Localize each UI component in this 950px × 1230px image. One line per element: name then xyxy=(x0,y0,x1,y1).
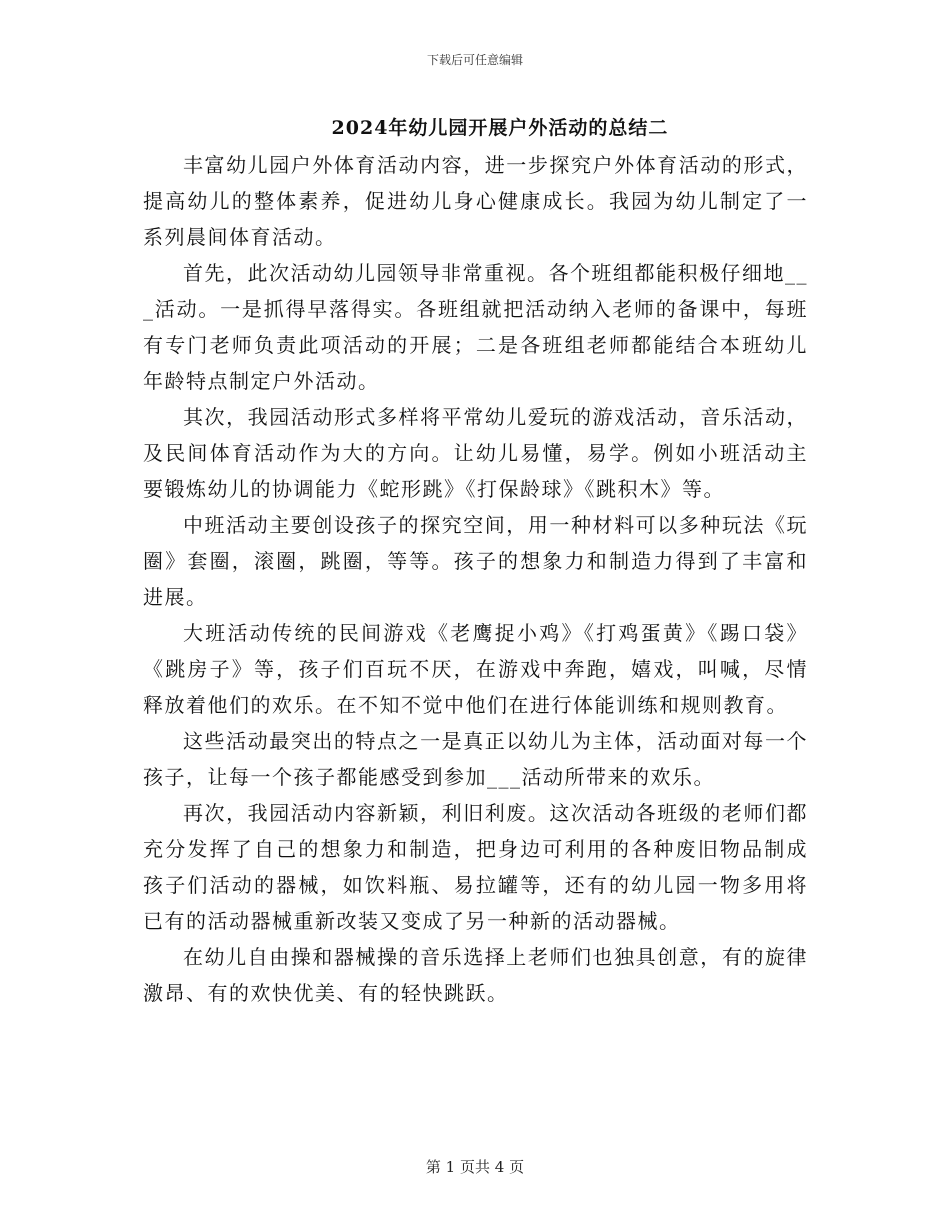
paragraph-2: 首先，此次活动幼儿园领导非常重视。各个班组都能积极仔细地___活动。一是抓得早落得实。各班组就把活动纳入老师的备课中，每班有专门老师负责此项活动的开展；二是各班组老师都能结合本班幼儿年龄特点制定户外活动。 xyxy=(143,261,808,393)
page-header: 下载后可任意编辑 xyxy=(426,53,523,67)
paragraph-7: 再次，我园活动内容新颖，利旧利废。这次活动各班级的老师们都充分发挥了自己的想象力和制造，把身边可利用的各种废旧物品制成孩子们活动的器械，如饮料瓶、易拉罐等，还有的幼儿园一物多用将已有的活动器械重新改装又变成了另一种新的活动器械。 xyxy=(143,801,808,933)
paragraph-5: 大班活动传统的民间游戏《老鹰捉小鸡》《打鸡蛋黄》《踢口袋》《跳房子》等，孩子们百玩不厌，在游戏中奔跑，嬉戏，叫喊，尽情释放着他们的欢乐。在不知不觉中他们在进行体能训练和规则教育。 xyxy=(143,621,808,717)
paragraph-3: 其次，我园活动形式多样将平常幼儿爱玩的游戏活动，音乐活动，及民间体育活动作为大的方向。让幼儿易懂，易学。例如小班活动主要锻炼幼儿的协调能力《蛇形跳》《打保龄球》《跳积木》等。 xyxy=(143,405,808,501)
document-body xyxy=(143,147,808,1011)
paragraph-8: 在幼儿自由操和器械操的音乐选择上老师们也独具创意，有的旋律激昂、有的欢快优美、有的轻快跳跃。 xyxy=(143,945,808,1005)
paragraph-1: 丰富幼儿园户外体育活动内容，进一步探究户外体育活动的形式，提高幼儿的整体素养，促进幼儿身心健康成长。我园为幼儿制定了一系列晨间体育活动。 xyxy=(143,153,808,249)
document-title: 2024年幼儿园开展户外活动的总结二 xyxy=(331,117,669,139)
paragraph-6: 这些活动最突出的特点之一是真正以幼儿为主体，活动面对每一个孩子，让每一个孩子都能感受到参加___活动所带来的欢乐。 xyxy=(143,729,808,789)
paragraph-4: 中班活动主要创设孩子的探究空间，用一种材料可以多种玩法《玩圈》套圈，滚圈，跳圈，等等。孩子的想象力和制造力得到了丰富和进展。 xyxy=(143,513,808,609)
page-footer: 第 1 页共 4 页 xyxy=(425,1158,525,1176)
